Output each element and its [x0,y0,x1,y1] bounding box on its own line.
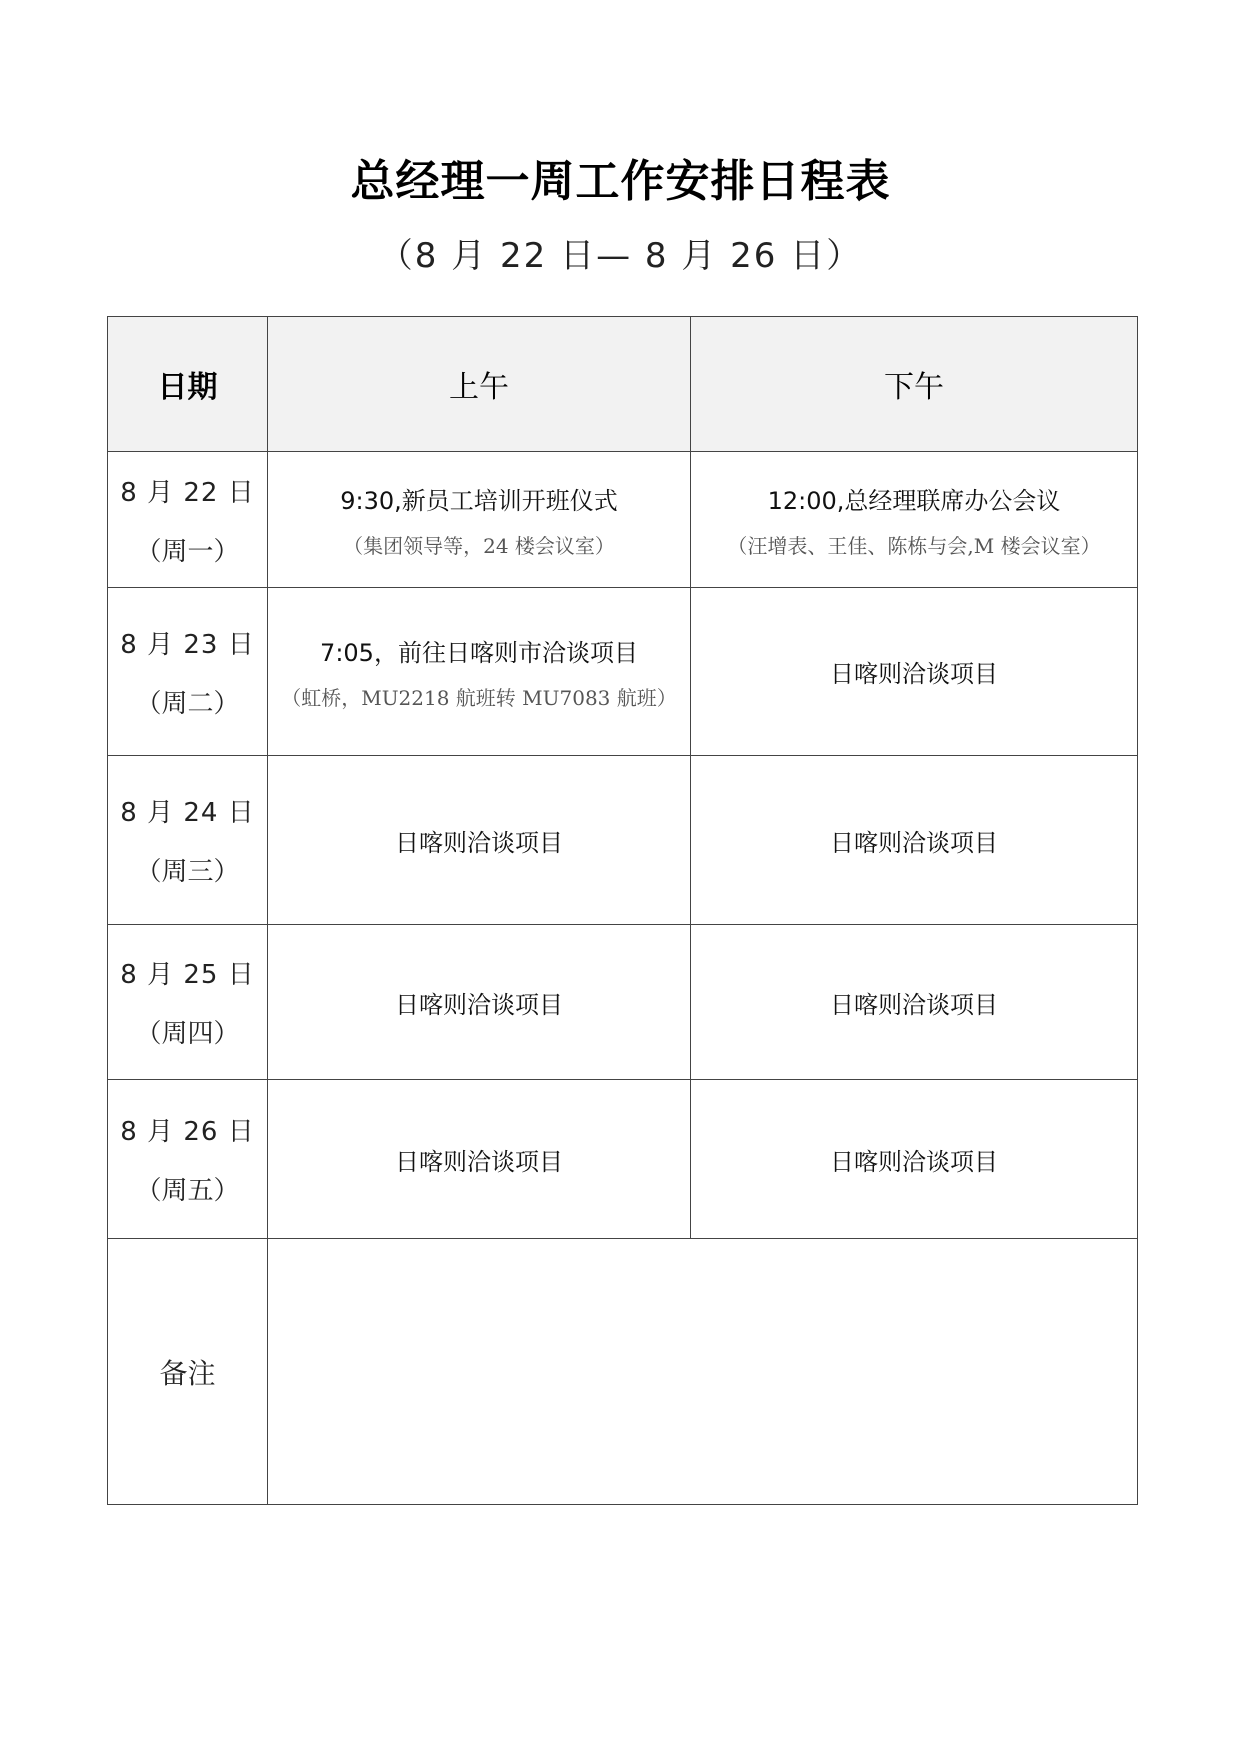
weekday-text: （周五） [135,1176,240,1206]
table-row [108,588,1138,756]
morning-cell: 日喀则洽谈项目 [268,756,691,925]
date-text: 8 月 23 日 [120,629,255,660]
afternoon-activity: 12:00,总经理联席办公会议 [767,486,1061,515]
afternoon-cell [691,452,1138,588]
afternoon-cell: 日喀则洽谈项目 [691,925,1138,1080]
date-cell [108,925,268,1080]
afternoon-cell: 日喀则洽谈项目 [691,588,1138,756]
date-cell [108,452,268,588]
afternoon-activity-detail: （汪增表、王佳、陈栋与会,M 楼会议室） [727,533,1101,558]
morning-cell [268,588,691,756]
weekday-text: （周四） [135,1019,240,1049]
notes-label: 备注 [108,1239,268,1505]
date-text: 8 月 26 日 [120,1117,255,1147]
header-date: 日期 [108,317,268,452]
morning-activity-detail: （集团领导等，24 楼会议室） [343,533,615,558]
notes-content [268,1239,1138,1505]
table-row [108,1080,1138,1239]
afternoon-cell: 日喀则洽谈项目 [691,756,1138,925]
table-header-row [108,317,1138,452]
afternoon-cell: 日喀则洽谈项目 [691,1080,1138,1239]
weekday-text: （周一） [135,536,240,567]
morning-cell: 日喀则洽谈项目 [268,1080,691,1239]
morning-activity: 7:05，前往日喀则市洽谈项目 [320,638,638,667]
date-cell [108,588,268,756]
schedule-table [107,316,1138,1505]
weekday-text: （周二） [135,688,240,719]
page-title: 总经理一周工作安排日程表 [350,156,891,207]
morning-activity-detail: （虹桥，MU2218 航班转 MU7083 航班） [281,685,677,710]
morning-cell: 日喀则洽谈项目 [268,925,691,1080]
header-morning: 上午 [268,317,691,452]
header-afternoon: 下午 [691,317,1138,452]
date-cell [108,1080,268,1239]
date-range-subtitle: （8 月 22 日— 8 月 26 日） [378,236,863,276]
morning-cell [268,452,691,588]
table-row [108,756,1138,925]
notes-row [108,1239,1138,1505]
table-row [108,925,1138,1080]
date-text: 8 月 24 日 [120,798,255,828]
table-row [108,452,1138,588]
weekday-text: （周三） [135,857,240,887]
date-cell [108,756,268,925]
date-text: 8 月 22 日 [120,477,255,508]
date-text: 8 月 25 日 [120,960,255,990]
morning-activity: 9:30,新员工培训开班仪式 [340,486,618,515]
